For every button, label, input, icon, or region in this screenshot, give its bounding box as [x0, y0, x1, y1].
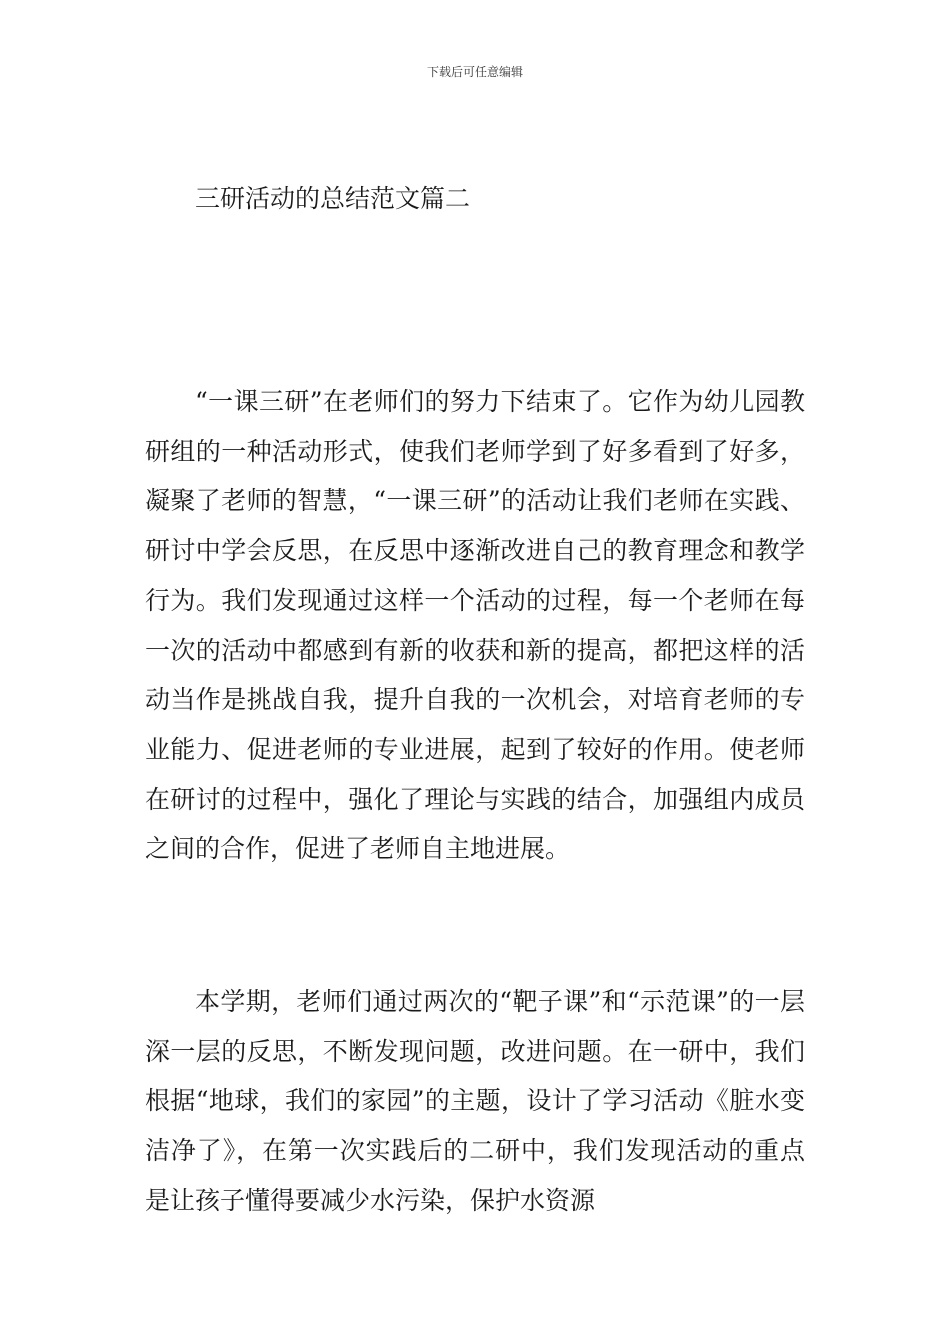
body-paragraph-1: “一课三研”在老师们的努力下结束了。它作为幼儿园教研组的一种活动形式，使我们老师学到了好多看到了好多，凝聚了老师的智慧，“一课三研”的活动让我们老师在实践、研讨中学会反思，在反思中逐渐改进自己的教育理念和教学行为。我们发现通过这样一个活动的过程，每一个老师在每一次的活动中都感到有新的收获和新的提高，都把这样的活动当作是挑战自我，提升自我的一次机会，对培育老师的专业能力、促进老师的专业进展，起到了较好的作用。使老师在研讨的过程中，强化了理论与实践的结合，加强组内成员之间的合作，促进了老师自主地进展。 — [145, 387, 805, 864]
body-paragraph-2: 本学期，老师们通过两次的“靶子课”和“示范课”的一层深一层的反思，不断发现问题，改进问题。在一研中，我们根据“地球，我们的家园”的主题，设计了学习活动《脏水变洁净了》，在第一次实践后的二研中，我们发现活动的重点是让孩子懂得要减少水污染，保护水资源 — [145, 987, 806, 1215]
document-title: 三研活动的总结范文篇二 — [195, 184, 471, 213]
header-note: 下载后可任意编辑 — [426, 65, 523, 79]
